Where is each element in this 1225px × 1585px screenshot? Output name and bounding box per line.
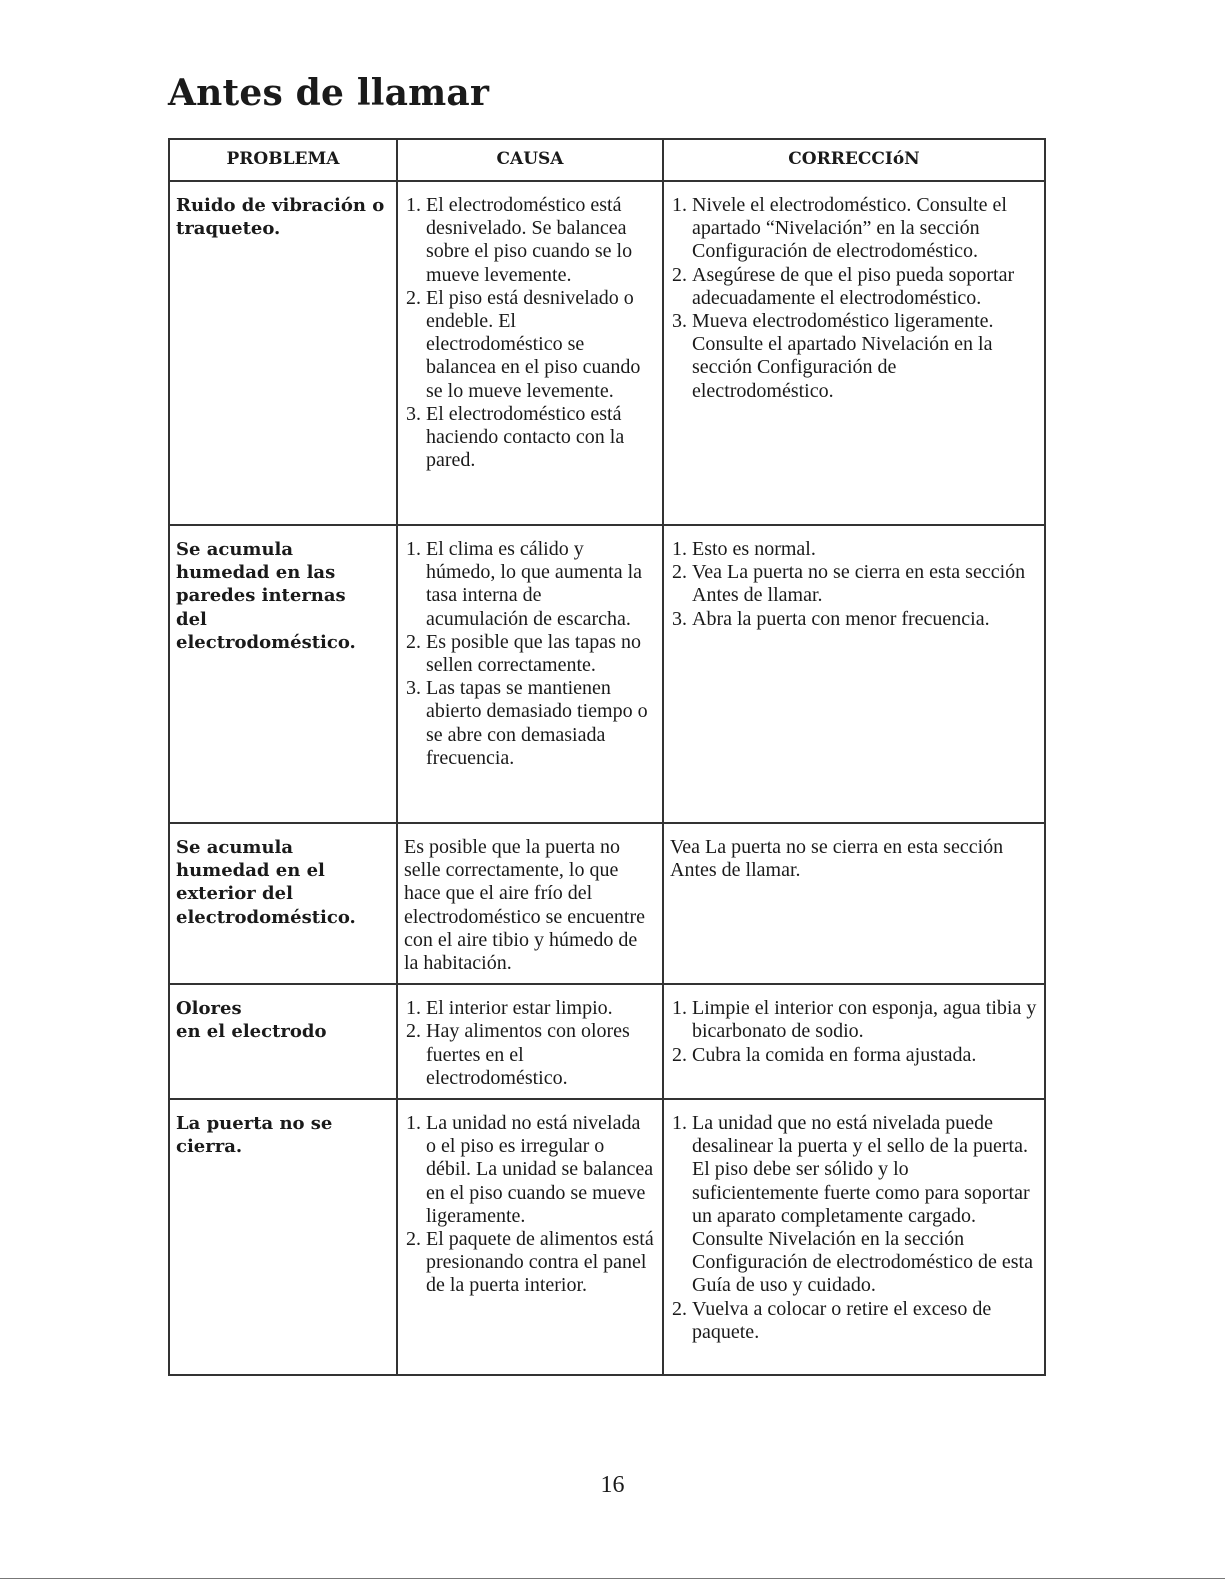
- problem-cell: La puerta no se cierra.: [169, 1099, 397, 1375]
- problem-cell: Se acumula humedad en las paredes internas del electrodoméstico.: [169, 525, 397, 823]
- correction-cell: [663, 823, 1045, 984]
- correction-list: [670, 538, 1038, 631]
- table-row: [169, 1099, 1045, 1375]
- header-correction: CORRECCIóN: [663, 139, 1045, 181]
- list-item: 3. Las tapas se mantienen abierto demasiado tiempo o se abre con demasiada frecuencia.: [426, 677, 648, 770]
- list-item: 1. El clima es cálido y húmedo, lo que aumenta la tasa interna de acumulación de escarcha.: [426, 538, 648, 631]
- table-row: [169, 823, 1045, 984]
- correction-cell: [663, 525, 1045, 823]
- correction-cell: [663, 984, 1045, 1099]
- list-item: 3. Abra la puerta con menor frecuencia.: [692, 608, 1038, 631]
- correction-cell: [663, 181, 1045, 525]
- problem-cell: Ruido de vibración o traqueteo.: [169, 181, 397, 525]
- list-item: 1. La unidad que no está nivelada puede desalinear la puerta y el sello de la puerta. El piso debe ser sólido y lo suficientemente fuerte como para soportar un aparato completamente cargado. Consulte Nivelación en la sección Configuración de electrodoméstico de esta Guía de uso y cuidado.: [692, 1112, 1038, 1298]
- correction-list: [670, 194, 1038, 403]
- cause-list: [404, 997, 648, 1090]
- cause-list: [404, 538, 648, 770]
- cause-cell: [397, 984, 663, 1099]
- list-item: 3. El electrodoméstico está haciendo contacto con la pared.: [426, 403, 648, 473]
- list-item: 1. La unidad no está nivelada o el piso es irregular o débil. La unidad se balancea en el piso cuando se mueve ligeramente.: [426, 1112, 654, 1228]
- list-item: 1. El interior estar limpio.: [426, 997, 648, 1020]
- cause-cell: [397, 525, 663, 823]
- list-item: 2. Es posible que las tapas no sellen correctamente.: [426, 631, 648, 677]
- list-item: 1. El electrodoméstico está desnivelado. Se balancea sobre el piso cuando se lo mueve levemente.: [426, 194, 648, 287]
- problem-line: en el electrodo: [176, 1021, 327, 1043]
- list-item: 2. Asegúrese de que el piso pueda soportar adecuadamente el electrodoméstico.: [692, 264, 1038, 310]
- table-row: [169, 984, 1045, 1099]
- problem-line: Olores: [176, 998, 242, 1020]
- cause-cell: [397, 181, 663, 525]
- cause-list: [404, 194, 648, 472]
- troubleshooting-table: [168, 138, 1046, 1376]
- table-row: [169, 181, 1045, 525]
- correction-list: [670, 997, 1038, 1067]
- page-title: Antes de llamar: [168, 72, 490, 114]
- list-item: 2. Vuelva a colocar o retire el exceso de paquete.: [692, 1298, 1038, 1344]
- cause-text: Es posible que la puerta no selle correctamente, lo que hace que el aire frío del electrodoméstico se encuentre con el aire tibio y húmedo de la habitación.: [404, 836, 645, 975]
- cause-cell: [397, 823, 663, 984]
- list-item: 1. Esto es normal.: [692, 538, 1038, 561]
- cause-cell: [397, 1099, 663, 1375]
- list-item: 2. Hay alimentos con olores fuertes en el electrodoméstico.: [426, 1020, 648, 1090]
- cause-list: [404, 1112, 654, 1298]
- table-row: [169, 525, 1045, 823]
- problem-cell: Se acumula humedad en el exterior del electrodoméstico.: [169, 823, 397, 984]
- problem-cell: [169, 984, 397, 1099]
- bottom-divider: [0, 1578, 1225, 1579]
- correction-text: Vea La puerta no se cierra en esta sección Antes de llamar.: [670, 836, 1004, 882]
- correction-cell: [663, 1099, 1045, 1375]
- list-item: 2. Cubra la comida en forma ajustada.: [692, 1044, 1038, 1067]
- list-item: 1. Nivele el electrodoméstico. Consulte el apartado “Nivelación” en la sección Configuración de electrodoméstico.: [692, 194, 1038, 264]
- list-item: 3. Mueva electrodoméstico ligeramente. Consulte el apartado Nivelación en la sección Configuración de electrodoméstico.: [692, 310, 1038, 403]
- correction-list: [670, 1112, 1038, 1344]
- table-header-row: [169, 139, 1045, 181]
- list-item: 1. Limpie el interior con esponja, agua tibia y bicarbonato de sodio.: [692, 997, 1038, 1043]
- list-item: 2. El paquete de alimentos está presionando contra el panel de la puerta interior.: [426, 1228, 654, 1298]
- list-item: 2. Vea La puerta no se cierra en esta sección Antes de llamar.: [692, 561, 1038, 607]
- page-number: 16: [600, 1472, 625, 1498]
- list-item: 2. El piso está desnivelado o endeble. El electrodoméstico se balancea en el piso cuando se lo mueve levemente.: [426, 287, 648, 403]
- header-problem: PROBLEMA: [169, 139, 397, 181]
- header-cause: CAUSA: [397, 139, 663, 181]
